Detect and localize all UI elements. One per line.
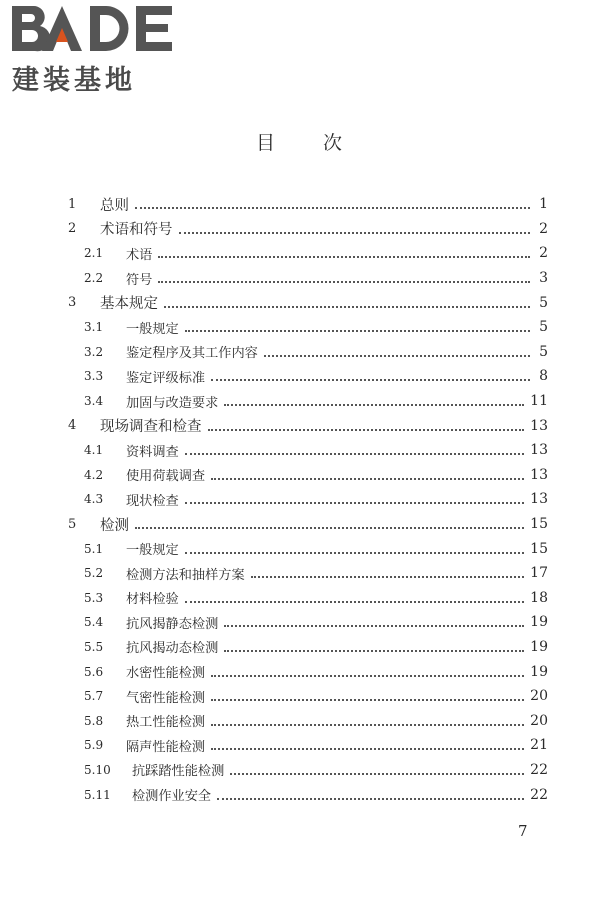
toc-leader-dots — [208, 415, 525, 431]
toc-leader-dots — [185, 439, 524, 455]
toc-entry-title: 一般规定 — [126, 543, 179, 559]
toc-entry-number: 5.7 — [84, 689, 104, 704]
toc-entry-title: 使用荷载调查 — [126, 469, 206, 485]
toc-entry-page: 19 — [530, 614, 548, 631]
toc-entry — [68, 217, 548, 242]
toc-entry-number: 5.10 — [84, 762, 111, 777]
toc-entry-title: 检测 — [100, 517, 129, 534]
toc-entry — [68, 536, 548, 561]
toc-leader-dots — [217, 784, 524, 800]
toc-entry-page: 19 — [530, 638, 548, 655]
toc-entry-page: 5 — [539, 319, 548, 336]
toc-entry-page: 21 — [530, 737, 548, 754]
toc-entry-page: 20 — [530, 712, 548, 729]
page-number: 7 — [518, 822, 528, 840]
toc-leader-dots — [211, 661, 524, 677]
toc-entry-title: 抗踩踏性能检测 — [132, 764, 225, 780]
toc-entry — [68, 561, 548, 586]
toc-entry — [68, 266, 548, 291]
toc-leader-dots — [211, 365, 530, 381]
toc-leader-dots — [185, 316, 530, 332]
toc-entry-number: 3.4 — [84, 394, 104, 409]
toc-entry-page: 22 — [530, 761, 548, 778]
toc-entry — [68, 463, 548, 488]
toc-entry-number: 3 — [68, 295, 77, 311]
toc-entry — [68, 512, 548, 537]
toc-entry-number: 3.2 — [84, 344, 104, 359]
toc-entry-title: 术语和符号 — [100, 222, 173, 239]
toc-leader-dots — [224, 390, 524, 406]
toc-entry-page: 20 — [530, 688, 548, 705]
toc-leader-dots — [158, 242, 530, 258]
toc-leader-dots — [264, 341, 530, 357]
toc-entry — [68, 340, 548, 365]
toc-entry-number: 4.2 — [84, 467, 104, 482]
toc-entry-title: 气密性能检测 — [126, 690, 206, 706]
toc-entry — [68, 389, 548, 414]
toc-entry-number: 2.2 — [84, 271, 104, 286]
toc-leader-dots — [164, 292, 530, 308]
toc-entry-number: 4.1 — [84, 443, 104, 458]
toc-entry — [68, 413, 548, 438]
toc-entry-title: 抗风揭静态检测 — [126, 616, 219, 632]
toc-entry-number: 5.11 — [84, 787, 111, 802]
toc-leader-dots — [135, 513, 524, 529]
toc-entry — [68, 782, 548, 807]
toc-entry-page: 13 — [530, 442, 548, 459]
toc-entry-number: 2.1 — [84, 246, 104, 261]
toc-entry-title: 现状检查 — [126, 493, 179, 509]
toc-entry — [68, 438, 548, 463]
toc-entry — [68, 487, 548, 512]
toc-heading-left: 目 — [255, 132, 277, 154]
toc-leader-dots — [185, 538, 524, 554]
toc-entry-page: 17 — [530, 565, 548, 582]
toc-entry-page: 15 — [530, 516, 548, 533]
toc-entry-title: 抗风揭动态检测 — [126, 641, 219, 657]
toc-heading-right: 次 — [323, 132, 345, 154]
toc-leader-dots — [211, 734, 524, 750]
toc-leader-dots — [224, 611, 524, 627]
toc-entry-number: 3.1 — [84, 320, 104, 335]
toc-entry-title: 现场调查和检查 — [100, 419, 202, 436]
toc-entry-page: 2 — [539, 245, 548, 262]
toc-entry-page: 5 — [539, 294, 548, 311]
toc-entry-page: 1 — [539, 196, 548, 213]
table-of-contents — [68, 192, 548, 807]
toc-entry-number: 5 — [68, 516, 77, 532]
toc-leader-dots — [211, 685, 524, 701]
toc-entry-number: 5.9 — [84, 738, 104, 753]
toc-entry-number: 5.2 — [84, 566, 104, 581]
toc-entry-number: 5.6 — [84, 664, 104, 679]
toc-entry-title: 基本规定 — [100, 296, 158, 313]
toc-entry-number: 1 — [68, 196, 77, 212]
toc-entry-title: 检测方法和抽样方案 — [126, 567, 245, 583]
toc-entry-page: 22 — [530, 786, 548, 803]
toc-entry — [68, 192, 548, 217]
toc-entry — [68, 610, 548, 635]
toc-leader-dots — [185, 488, 524, 504]
toc-entry — [68, 635, 548, 660]
toc-entry-number: 2 — [68, 221, 77, 237]
toc-entry-page: 3 — [539, 270, 548, 287]
logo-subtitle: 建装基地 — [12, 65, 136, 96]
toc-entry-number: 5.5 — [84, 639, 104, 654]
toc-entry — [68, 586, 548, 611]
toc-entry — [68, 241, 548, 266]
toc-entry-title: 术语 — [126, 247, 153, 263]
toc-entry-number: 5.4 — [84, 615, 104, 630]
toc-leader-dots — [185, 587, 524, 603]
toc-entry-title: 隔声性能检测 — [126, 739, 206, 755]
toc-leader-dots — [158, 267, 530, 283]
toc-entry-title: 加固与改造要求 — [126, 395, 219, 411]
toc-entry — [68, 659, 548, 684]
bade-logo-icon — [10, 4, 180, 56]
toc-leader-dots — [211, 710, 524, 726]
toc-entry-page: 13 — [530, 466, 548, 483]
toc-leader-dots — [211, 464, 524, 480]
toc-entry-page: 18 — [530, 589, 548, 606]
toc-entry-number: 5.3 — [84, 590, 104, 605]
toc-entry-number: 3.3 — [84, 369, 104, 384]
toc-entry-page: 13 — [530, 491, 548, 508]
toc-leader-dots — [179, 218, 531, 234]
toc-entry — [68, 364, 548, 389]
toc-leader-dots — [230, 759, 524, 775]
toc-entry — [68, 733, 548, 758]
toc-entry-number: 5.1 — [84, 541, 104, 556]
toc-entry-title: 资料调查 — [126, 444, 179, 460]
toc-entry-page: 8 — [539, 368, 548, 385]
toc-leader-dots — [251, 562, 524, 578]
toc-leader-dots — [224, 636, 524, 652]
toc-leader-dots — [135, 193, 530, 209]
toc-entry — [68, 290, 548, 315]
toc-entry-page: 15 — [530, 540, 548, 557]
toc-entry-page: 13 — [530, 417, 548, 434]
toc-entry-number: 4.3 — [84, 492, 104, 507]
toc-entry-page: 11 — [530, 393, 548, 410]
brand-logo — [10, 4, 180, 96]
toc-entry-title: 检测作业安全 — [132, 789, 212, 805]
toc-entry — [68, 758, 548, 783]
toc-entry-page: 2 — [539, 220, 548, 237]
toc-entry-title: 热工性能检测 — [126, 715, 206, 731]
toc-entry — [68, 708, 548, 733]
toc-heading — [0, 128, 600, 155]
toc-entry-page: 5 — [539, 343, 548, 360]
toc-entry-title: 材料检验 — [126, 592, 179, 608]
toc-entry — [68, 684, 548, 709]
toc-entry-title: 符号 — [126, 272, 153, 288]
toc-entry-title: 一般规定 — [126, 321, 179, 337]
toc-entry-title: 鉴定评级标准 — [126, 370, 206, 386]
toc-entry-number: 5.8 — [84, 713, 104, 728]
toc-entry — [68, 315, 548, 340]
toc-entry-page: 19 — [530, 663, 548, 680]
toc-entry-title: 水密性能检测 — [126, 666, 206, 682]
toc-entry-title: 鉴定程序及其工作内容 — [126, 346, 258, 362]
toc-entry-title: 总则 — [100, 197, 129, 214]
toc-entry-number: 4 — [68, 418, 77, 434]
